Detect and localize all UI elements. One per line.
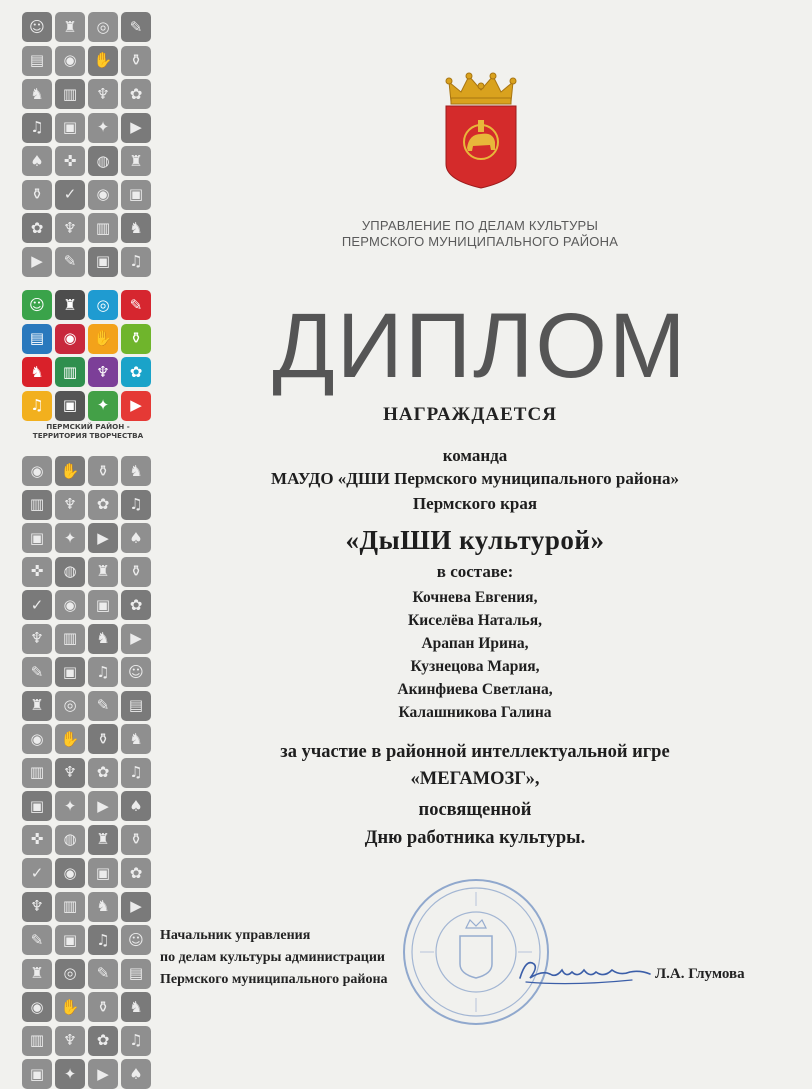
decorative-tile-icon: ✎ [22,657,52,687]
decorative-tile-icon: ▶ [88,1059,118,1089]
list-item: Калашникова Галина [398,704,552,721]
decorative-tile-icon: ♞ [121,724,151,754]
list-item: Арапан Ирина, [421,635,529,652]
decorative-tile-icon: ☺ [22,12,52,42]
decorative-tile-icon: ✎ [88,959,118,989]
colored-logo-tile-icon: ▥ [55,357,85,387]
decorative-tile-icon: ⚱ [88,456,118,486]
decorative-tile-icon: ♫ [121,1026,151,1056]
decorative-tile-icon: ♫ [22,113,52,143]
decorative-tile-icon: ✜ [55,146,85,176]
decorative-tile-icon: ♞ [88,624,118,654]
decorative-tile-icon: ✦ [55,791,85,821]
decorative-tile-icon: ◉ [22,724,52,754]
icon-grid-colored-logo [22,290,151,421]
decorative-tile-icon: ✋ [55,456,85,486]
decorative-tile-icon: ✎ [55,247,85,277]
coat-of-arms-icon [443,72,519,190]
colored-logo-tile-icon: ♞ [22,357,52,387]
decorative-tile-icon: ☺ [121,657,151,687]
decorative-tile-icon: ✎ [121,12,151,42]
decorative-tile-icon: ◍ [55,825,85,855]
decorative-tile-icon: ✎ [88,691,118,721]
decorative-tile-icon: ♜ [22,959,52,989]
decorative-tile-icon: ♆ [88,79,118,109]
list-item: Кузнецова Мария, [410,658,540,675]
decorative-tile-icon: ⚱ [88,992,118,1022]
decorative-icon-sidebar [22,12,154,1083]
signer-name: Л.А. Глумова [655,966,745,982]
decorative-tile-icon: ✿ [121,858,151,888]
decorative-tile-icon: ▣ [121,180,151,210]
decorative-tile-icon: ♫ [121,247,151,277]
team-members-list [330,586,620,724]
decorative-tile-icon: ⚱ [121,825,151,855]
position-line3: Пермского муниципального района [160,972,388,987]
decorative-tile-icon: ♫ [121,758,151,788]
colored-logo-tile-icon: ✎ [121,290,151,320]
decorative-tile-icon: ♆ [55,490,85,520]
colored-logo-tile-icon: ▣ [55,391,85,421]
decorative-tile-icon: ♜ [88,825,118,855]
icon-grid-top [22,12,151,277]
colored-logo-tile-icon: ◉ [55,324,85,354]
decorative-tile-icon: ◉ [22,992,52,1022]
decorative-tile-icon: ✜ [22,557,52,587]
list-item: Киселёва Наталья, [408,612,542,629]
decorative-tile-icon: ▤ [121,691,151,721]
decorative-tile-icon: ♞ [121,456,151,486]
decorative-tile-icon: ♞ [22,79,52,109]
decorative-tile-icon: ♜ [22,691,52,721]
decorative-tile-icon: ◉ [55,858,85,888]
colored-logo-tile-icon: ▤ [22,324,52,354]
list-item: Акинфиева Светлана, [397,681,553,698]
colored-logo-tile-icon: ♆ [88,357,118,387]
decorative-tile-icon: ♫ [88,925,118,955]
decorative-tile-icon: ✋ [55,992,85,1022]
decorative-tile-icon: ▥ [55,624,85,654]
decorative-tile-icon: ✋ [55,724,85,754]
decorative-tile-icon: ♞ [121,213,151,243]
decorative-tile-icon: ▣ [88,590,118,620]
award-reason: за участие в районной интеллектуальной игре [280,742,670,762]
decorative-tile-icon: ▶ [88,791,118,821]
decorative-tile-icon: ◎ [55,959,85,989]
team-name: «ДыШИ культурой» [345,525,605,555]
decorative-tile-icon: ✦ [55,523,85,553]
brand-caption [22,422,154,440]
decorative-tile-icon: ▥ [22,758,52,788]
decorative-tile-icon: ◉ [55,590,85,620]
decorative-tile-icon: ▶ [88,523,118,553]
colored-logo-tile-icon: ✋ [88,324,118,354]
signatory-position [160,925,490,991]
decorative-tile-icon: ✋ [88,46,118,76]
colored-logo-tile-icon: ◎ [88,290,118,320]
decorative-tile-icon: ♞ [121,992,151,1022]
colored-logo-tile-icon: ⚱ [121,324,151,354]
handwritten-signature-icon [512,948,662,992]
decorative-tile-icon: ▶ [22,247,52,277]
colored-logo-tile-icon: ▶ [121,391,151,421]
position-line1: Начальник управления [160,928,311,943]
decorative-tile-icon: ♆ [55,758,85,788]
decorative-tile-icon: ◉ [22,456,52,486]
decorative-tile-icon: ▶ [121,624,151,654]
decorative-tile-icon: ♫ [88,657,118,687]
decorative-tile-icon: ⚱ [121,46,151,76]
decorative-tile-icon: ✿ [88,1026,118,1056]
composition-label: в составе: [436,562,514,581]
decorative-tile-icon: ◍ [88,146,118,176]
decorative-tile-icon: ♜ [55,12,85,42]
decorative-tile-icon: ▶ [121,113,151,143]
decorative-tile-icon: ▥ [55,892,85,922]
decorative-tile-icon: ♆ [22,892,52,922]
decorative-tile-icon: ▣ [55,925,85,955]
brand-caption-line2: ТЕРРИТОРИЯ ТВОРЧЕСТВА [32,431,144,440]
recipient-region: Пермского края [412,494,538,513]
decorative-tile-icon: ▣ [22,523,52,553]
decorative-tile-icon: ♫ [121,490,151,520]
position-line2: по делам культуры администрации [160,950,385,965]
decorative-tile-icon: ▣ [22,791,52,821]
decorative-tile-icon: ▥ [55,79,85,109]
decorative-tile-icon: ♞ [88,892,118,922]
decorative-tile-icon: ⚱ [88,724,118,754]
decorative-tile-icon: ▤ [121,959,151,989]
decorative-tile-icon: ▶ [121,892,151,922]
decorative-tile-icon: ♆ [55,1026,85,1056]
occasion-text: Дню работника культуры. [364,828,586,848]
decorative-tile-icon: ▣ [88,858,118,888]
issuing-organization [300,218,660,250]
decorative-tile-icon: ▣ [55,113,85,143]
decorative-tile-icon: ✿ [22,213,52,243]
decorative-tile-icon: ✿ [121,79,151,109]
decorative-tile-icon: ♆ [22,624,52,654]
decorative-tile-icon: ◉ [88,180,118,210]
colored-logo-tile-icon: ☺ [22,290,52,320]
decorative-tile-icon: ✓ [55,180,85,210]
org-line2: ПЕРМСКОГО МУНИЦИПАЛЬНОГО РАЙОНА [341,234,619,249]
brand-caption-line1: ПЕРМСКИЙ РАЙОН - [46,422,130,431]
decorative-tile-icon: ✦ [55,1059,85,1089]
diploma-title: ДИПЛОМ [272,295,688,397]
decorative-tile-icon: ✓ [22,858,52,888]
decorative-tile-icon: ☺ [121,925,151,955]
decorative-tile-icon: ✿ [88,490,118,520]
colored-logo-tile-icon: ♫ [22,391,52,421]
decorative-tile-icon: ▣ [55,657,85,687]
decorative-tile-icon: ▥ [22,490,52,520]
icon-grid-bottom [22,456,151,1089]
decorative-tile-icon: ▤ [22,46,52,76]
decorative-tile-icon: ◍ [55,557,85,587]
colored-logo-tile-icon: ✦ [88,391,118,421]
decorative-tile-icon: ♠ [121,523,151,553]
decorative-tile-icon: ✿ [88,758,118,788]
decorative-tile-icon: ◎ [55,691,85,721]
org-line1: УПРАВЛЕНИЕ ПО ДЕЛАМ КУЛЬТУРЫ [361,218,599,233]
decorative-tile-icon: ✜ [22,825,52,855]
awarded-heading: НАГРАЖДАЕТСЯ [383,404,557,425]
decorative-tile-icon: ⚱ [121,557,151,587]
decorative-tile-icon: ♜ [88,557,118,587]
decorative-tile-icon: ◉ [55,46,85,76]
decorative-tile-icon: ▣ [88,247,118,277]
decorative-tile-icon: ▥ [22,1026,52,1056]
decorative-tile-icon: ✦ [88,113,118,143]
game-name: «МЕГАМОЗГ», [410,769,540,789]
decorative-tile-icon: ⚱ [22,180,52,210]
decorative-tile-icon: ◎ [88,12,118,42]
colored-logo-tile-icon: ♜ [55,290,85,320]
decorative-tile-icon: ▣ [22,1059,52,1089]
decorative-tile-icon: ▥ [88,213,118,243]
decorative-tile-icon: ♆ [55,213,85,243]
recipient-institution: МАУДО «ДШИ Пермского муниципального района» [271,469,679,488]
decorative-tile-icon: ♠ [121,791,151,821]
recipient-type: команда [442,446,508,465]
list-item: Кочнева Евгения, [412,589,538,606]
colored-logo-tile-icon: ✿ [121,357,151,387]
decorative-tile-icon: ✿ [121,590,151,620]
decorative-tile-icon: ♜ [121,146,151,176]
decorative-tile-icon: ♠ [121,1059,151,1089]
dedicated-text: посвященной [418,800,532,820]
decorative-tile-icon: ✓ [22,590,52,620]
decorative-tile-icon: ✎ [22,925,52,955]
decorative-tile-icon: ♠ [22,146,52,176]
